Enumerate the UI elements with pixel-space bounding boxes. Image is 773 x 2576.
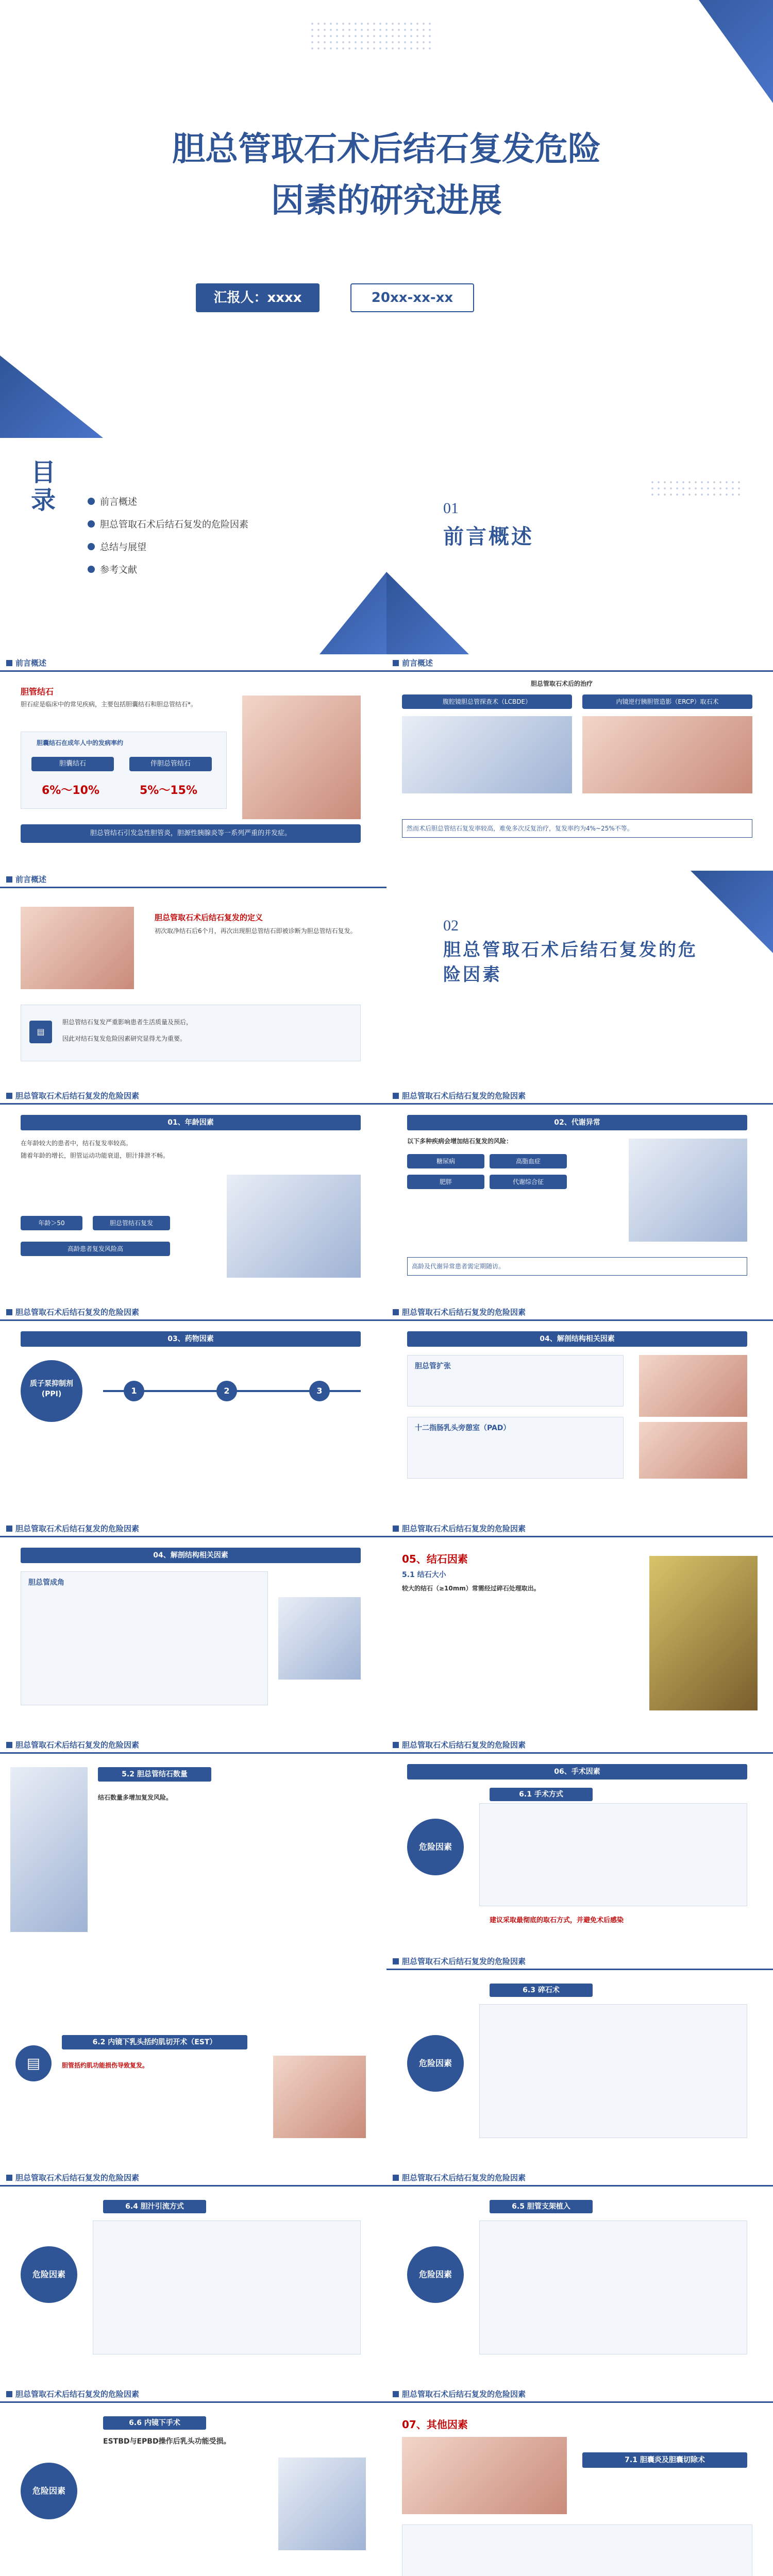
step-circle: 2 [216, 1381, 237, 1401]
definition-title: 胆总管取石术后结石复发的定义 [155, 913, 263, 922]
risk-circle: 危险因素 [21, 2463, 77, 2519]
slide-header: 胆总管取石术后结石复发的危险因素 [402, 2389, 526, 2399]
sub-tag: 6.3 碎石术 [490, 1984, 593, 1997]
paragraph: 结石数量多增加复发风险。 [98, 1794, 173, 1801]
stone-image [649, 1556, 758, 1710]
anatomy-image [639, 1355, 747, 1417]
dots-decoration [309, 21, 433, 52]
label: 年龄＞50 [21, 1216, 82, 1230]
slide-header: 胆总管取石术后结石复发的危险因素 [15, 1308, 140, 1317]
paragraph: 较大的结石（≥10mm）常需经过碎石处理取出。 [402, 1585, 540, 1592]
title-slide [0, 0, 773, 438]
surgeon-image [278, 2458, 366, 2550]
anatomy-factor-slide-2 [0, 1520, 386, 1736]
corner-decoration [386, 572, 469, 654]
est-slide [0, 1953, 386, 2169]
toc-item[interactable]: 总结与展望 [88, 540, 248, 553]
section-title: 前言概述 [443, 525, 534, 549]
slide-header: 前言概述 [402, 658, 433, 668]
factor-tag: 01、年龄因素 [21, 1115, 361, 1130]
section-number: 01 [443, 500, 459, 517]
definition-text: 初次取净结石后6个月，再次出现胆总管结石即被诊断为胆总管结石复发。 [155, 927, 357, 935]
toc-item[interactable]: 前言概述 [88, 495, 248, 508]
gallbladder-image [242, 696, 361, 819]
slide-header: 胆总管取石术后结石复发的危险因素 [402, 1957, 526, 1966]
other-factor-slide [386, 2385, 773, 2576]
section-slide [386, 871, 773, 1087]
factor-tag: 02、代谢异常 [407, 1115, 747, 1130]
subtitle: 胆管结石 [21, 687, 54, 697]
factor-title: 05、结石因素 [402, 1553, 468, 1565]
slide-header: 胆总管取石术后结石复发的危险因素 [15, 2389, 140, 2399]
angle-card: 胆总管成角 [21, 1571, 268, 1705]
slide-header: 胆总管取石术后结石复发的危险因素 [402, 1308, 526, 1317]
gallbladder-image [402, 2437, 567, 2514]
step-circle: 1 [124, 1381, 144, 1401]
slide-header: 胆总管取石术后结石复发的危险因素 [15, 1524, 140, 1533]
slide-header: 胆总管取石术后结石复发的危险因素 [402, 1524, 526, 1533]
ppi-circle: 质子泵抑制剂(PPI) [21, 1360, 82, 1422]
slide-header: 胆总管取石术后结石复发的危险因素 [402, 1091, 526, 1100]
disease-item: 高脂血症 [490, 1154, 567, 1168]
paragraph: 随着年龄的增长，胆管运动功能衰退，胆汁排泄不畅。 [21, 1152, 170, 1159]
stone-count-slide [0, 1736, 386, 1953]
main-title [0, 124, 773, 227]
lithotripsy-slide [386, 1953, 773, 2169]
paragraph: 胆管括约肌功能损伤导致复发。 [62, 2062, 149, 2069]
detail-card [93, 2221, 361, 2354]
factor-tag: 04、解剖结构相关因素 [407, 1331, 747, 1347]
toc-slide [0, 438, 386, 654]
drug-factor-slide [0, 1303, 386, 1520]
risk-circle: 危险因素 [407, 1819, 464, 1875]
paragraph: 胆石症是临床中的常见疾病，主要包括胆囊结石和胆总管结石*。 [21, 701, 197, 708]
toc-item[interactable]: 胆总管取石术后结石复发的危险因素 [88, 517, 248, 531]
surgery-factor-slide [386, 1736, 773, 1953]
footer-banner: 胆总管结石引发急性胆管炎，胆源性胰腺炎等一系列严重的并发症。 [21, 824, 361, 843]
toc-title: 目录 [31, 458, 56, 515]
stone-factor-slide [386, 1520, 773, 1736]
definition-slide [0, 871, 386, 1087]
procedure-image [402, 716, 572, 793]
slide-header: 胆总管取石术后结石复发的危险因素 [15, 1740, 140, 1750]
date-badge: 20xx-xx-xx [350, 283, 474, 312]
corner-decoration [649, 0, 773, 103]
slide-header: 胆总管取石术后结石复发的危险因素 [15, 1091, 140, 1100]
dots-decoration [649, 479, 742, 500]
sub-tag: 6.1 手术方式 [490, 1788, 593, 1801]
detail-card [479, 1803, 747, 1906]
method-label: 内镜逆行胰胆管造影（ERCP）取石术 [582, 694, 752, 709]
title-line1: 胆总管取石术后结石复发危险 [172, 130, 601, 168]
age-factor-slide [0, 1087, 386, 1303]
factor-tag: 04、解剖结构相关因素 [21, 1548, 361, 1563]
section-slide [386, 438, 773, 654]
detail-card [402, 2524, 752, 2576]
footer-note: 建议采取最彻底的取石方式，并避免术后感染 [490, 1917, 624, 1924]
sub-tag: 6.4 胆汁引流方式 [103, 2200, 206, 2213]
disease-item: 肥胖 [407, 1175, 484, 1189]
stat-card: 胆囊结石在成年人中的发病率约 胆囊结石 伴胆总管结石 6%～10% 5%～15% [21, 732, 227, 809]
risk-circle: 危险因素 [407, 2246, 464, 2303]
footer-note: 高龄及代谢异常患者需定期随访。 [407, 1257, 747, 1276]
label: 高龄患者复发风险高 [21, 1242, 170, 1256]
label: 胆总管结石复发 [93, 1216, 170, 1230]
toc-item[interactable]: 参考文献 [88, 563, 248, 576]
section-title: 胆总管取石术后结石复发的危险因素 [443, 940, 698, 985]
paragraph: ESTBD与EPBD操作后乳头功能受损。 [103, 2437, 231, 2446]
anatomy-factor-slide [386, 1303, 773, 1520]
stent-slide [386, 2169, 773, 2385]
risk-circle: 危险因素 [407, 2035, 464, 2092]
disease-item: 糖尿病 [407, 1154, 484, 1168]
factor-tag: 5.2 胆总管结石数量 [98, 1767, 211, 1782]
step-circle: 3 [309, 1381, 330, 1401]
note-card: 胆总管结石复发严重影响患者生活质量及预后， 因此对结石复发危险因素研究显得尤为重要。 ▤ [21, 1005, 361, 1061]
bile-duct-image [278, 1597, 361, 1680]
elderly-image [227, 1175, 361, 1278]
intro-slide [0, 654, 386, 871]
anatomy-card: 十二指肠乳头旁憩室（PAD） [407, 1417, 624, 1479]
metabolic-slide [386, 1087, 773, 1303]
risk-circle: 危险因素 [21, 2246, 77, 2303]
footer-note: 然而术后胆总管结石复发率较高，难免多次反复治疗，复发率约为4%~25%不等。 [402, 819, 752, 838]
doc-icon: ▤ [15, 2045, 52, 2081]
toc-items [88, 495, 248, 576]
doctor-image [629, 1139, 747, 1242]
slide-header: 胆总管取石术后结石复发的危险因素 [15, 2173, 140, 2182]
intro-slide-2 [386, 654, 773, 871]
paragraph: 以下多种疾病会增加结石复发的风险： [407, 1138, 513, 1145]
anatomy-image [21, 907, 134, 989]
slide-header: 胆总管取石术后结石复发的危险因素 [402, 2173, 526, 2182]
corner-decoration [0, 355, 103, 438]
detail-card [479, 2004, 747, 2138]
endoscopy-image [582, 716, 752, 793]
drainage-slide [0, 2169, 386, 2385]
reporter-badge: 汇报人：xxxx [196, 283, 320, 312]
section-number: 02 [443, 917, 459, 934]
subtitle: 5.1 结石大小 [402, 1571, 446, 1579]
paragraph: 胆总管取石术后的治疗 [531, 680, 593, 687]
factor-tag: 06、手术因素 [407, 1764, 747, 1780]
disease-item: 代谢综合征 [490, 1175, 567, 1189]
sub-tag: 7.1 胆囊炎及胆囊切除术 [582, 2452, 747, 2468]
anatomy-image [639, 1422, 747, 1479]
method-label: 腹腔镜胆总管探查术（LCBDE） [402, 694, 572, 709]
corner-decoration [691, 871, 773, 953]
paragraph: 在年龄较大的患者中，结石复发率较高。 [21, 1140, 132, 1147]
book-icon: ▤ [29, 1021, 52, 1043]
slide-header: 胆总管取石术后结石复发的危险因素 [402, 1740, 526, 1750]
corner-decoration [320, 572, 386, 654]
title-line2: 因素的研究进展 [271, 182, 502, 220]
nurse-image [10, 1767, 88, 1932]
anatomy-card: 胆总管扩张 [407, 1355, 624, 1406]
slide-header: 前言概述 [15, 658, 47, 668]
endoscope-image [273, 2056, 366, 2138]
sub-tag: 6.5 胆管支架植入 [490, 2200, 593, 2213]
sub-tag: 6.6 内镜下手术 [103, 2416, 206, 2430]
factor-tag: 03、药物因素 [21, 1331, 361, 1347]
slide-header: 前言概述 [15, 875, 47, 884]
factor-tag: 6.2 内镜下乳头括约肌切开术（EST） [62, 2035, 247, 2049]
detail-card [479, 2221, 747, 2354]
endoscopic-slide [0, 2385, 386, 2576]
factor-title: 07、其他因素 [402, 2418, 468, 2431]
